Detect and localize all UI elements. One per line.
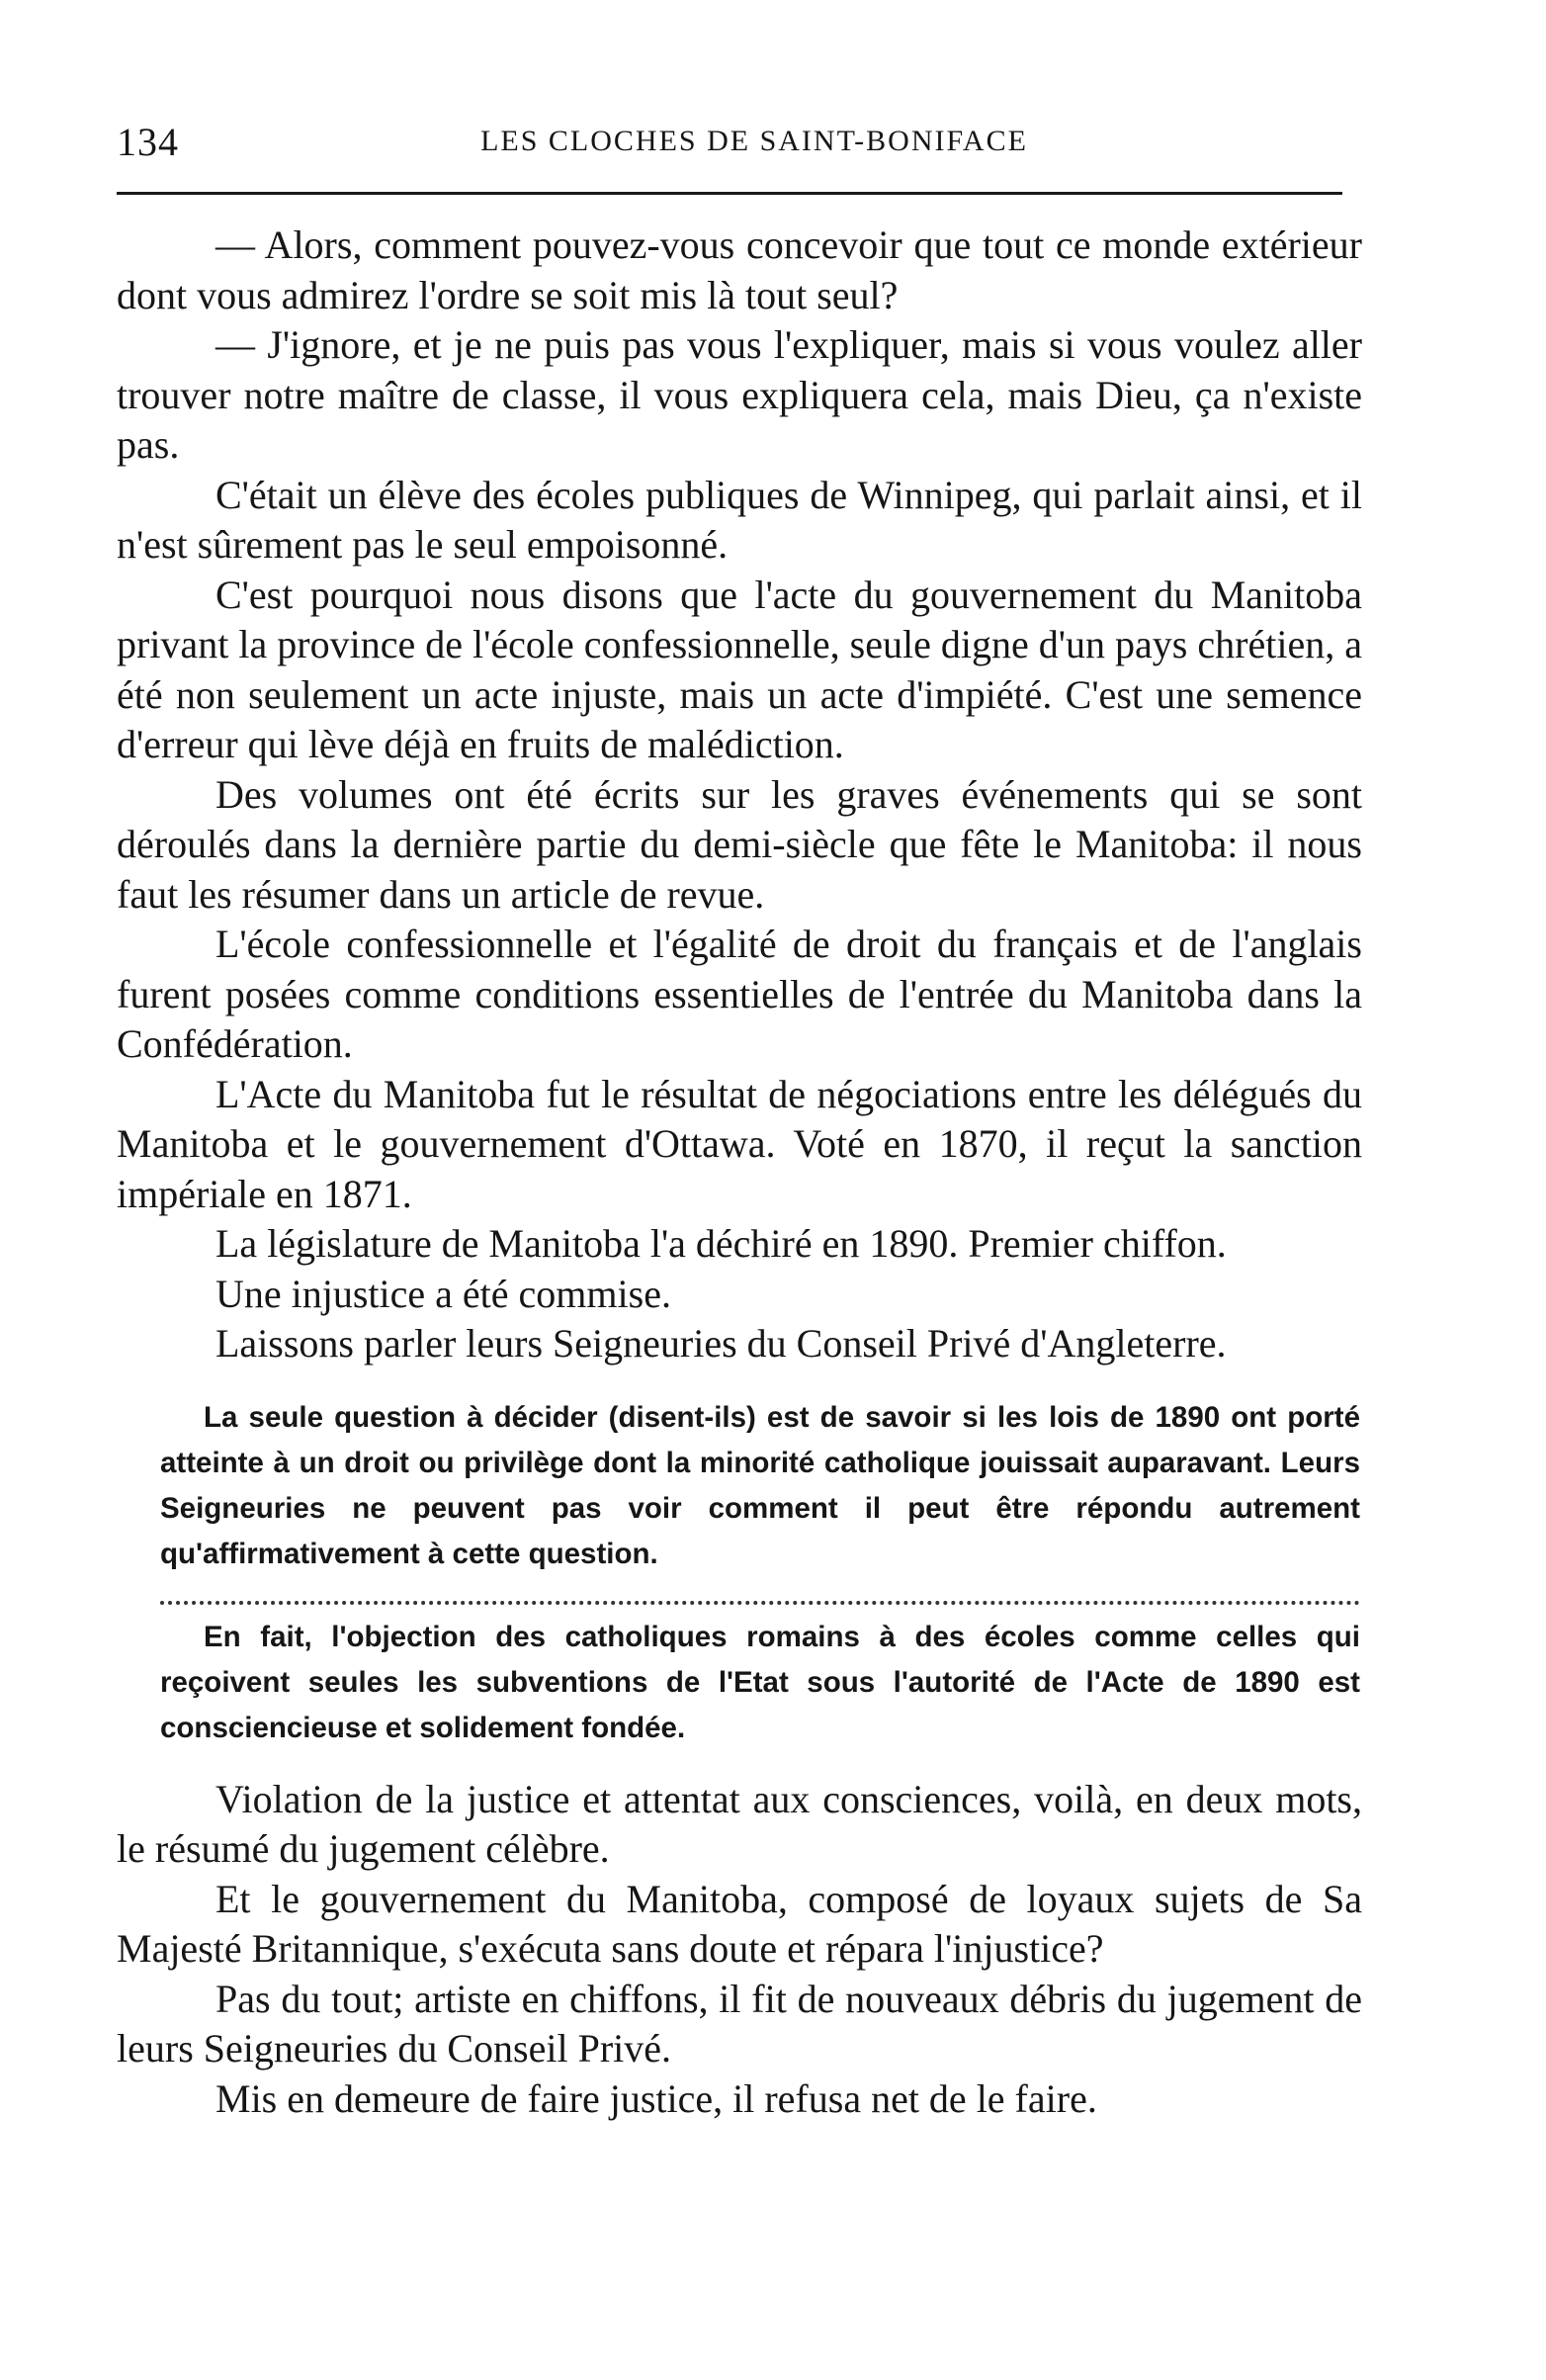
- paragraph: L'école confessionnelle et l'égalité de droit du français et de l'anglais furent posées comme conditions essentielles de l'entrée du Manitoba dans la Confédération.: [117, 922, 1362, 1066]
- paragraph: Laissons parler leurs Seigneuries du Conseil Privé d'Angleterre.: [215, 1321, 1227, 1366]
- quote-paragraph: En fait, l'objection des catholiques romains à des écoles comme celles qui reçoivent seules les subventions de l'Etat sous l'autorité de l'Acte de 1890 est consciencieuse et solidement fondée.: [160, 1620, 1360, 1744]
- block-quote: [160, 1395, 1360, 1577]
- paragraph: — J'ignore, et je ne puis pas vous l'expliquer, mais si vous voulez aller trouver notre maître de classe, il vous expliquera cela, mais Dieu, ça n'existe pas.: [117, 322, 1362, 467]
- body-text: [117, 220, 1362, 2124]
- block-quote: [160, 1615, 1360, 1751]
- paragraph: Des volumes ont été écrits sur les graves événements qui se sont déroulés dans la dernière partie du demi-siècle que fête le Manitoba: il nous faut les résumer dans un article de revue.: [117, 771, 1362, 917]
- paragraph: Mis en demeure de faire justice, il refusa net de le faire.: [215, 2075, 1097, 2121]
- header-rule: [117, 192, 1342, 195]
- paragraph: — Alors, comment pouvez-vous concevoir que tout ce monde extérieur dont vous admirez l'ordre se soit mis là tout seul?: [117, 222, 1362, 317]
- paragraph: C'est pourquoi nous disons que l'acte du gouvernement du Manitoba privant la province de l'école confessionnelle, seule digne d'un pays chrétien, a été non seulement un acte injuste, mais un acte d'impiété. C'est une semence d'erreur qui lève déjà en fruits de malédiction.: [117, 572, 1362, 766]
- paragraph: Pas du tout; artiste en chiffons, il fit de nouveaux débris du jugement de leurs Seigneuries du Conseil Privé.: [117, 1976, 1362, 2071]
- paragraph: Violation de la justice et attentat aux consciences, voilà, en deux mots, le résumé du jugement célèbre.: [117, 1776, 1362, 1871]
- paragraph: L'Acte du Manitoba fut le résultat de négociations entre les délégués du Manitoba et le gouvernement d'Ottawa. Voté en 1870, il reçut la sanction impériale en 1871.: [117, 1071, 1362, 1216]
- page-number: 134: [117, 120, 179, 164]
- book-page: [117, 111, 1392, 2326]
- paragraph: C'était un élève des écoles publiques de Winnipeg, qui parlait ainsi, et il n'est sûrement pas le seul empoisonné.: [117, 472, 1362, 567]
- paragraph: La législature de Manitoba l'a déchiré en 1890. Premier chiffon.: [215, 1221, 1227, 1266]
- paragraph: Une injustice a été commise.: [215, 1271, 671, 1316]
- running-title: LES CLOCHES DE SAINT-BONIFACE: [480, 125, 1028, 157]
- paragraph: Et le gouvernement du Manitoba, composé de loyaux sujets de Sa Majesté Britannique, s'exécuta sans doute et répara l'injustice?: [117, 1876, 1362, 1971]
- ellipsis-divider: [160, 1581, 1360, 1605]
- spacer: [117, 1751, 1362, 1775]
- running-head: [117, 111, 1392, 170]
- quote-paragraph: La seule question à décider (disent-ils) est de savoir si les lois de 1890 ont porté atteinte à un droit ou privilège dont la minorité catholique jouissait auparavant. Leurs Seigneuries ne peuvent pas voir comment il peut être répondu autrement qu'affirmativement à cette question.: [160, 1400, 1360, 1570]
